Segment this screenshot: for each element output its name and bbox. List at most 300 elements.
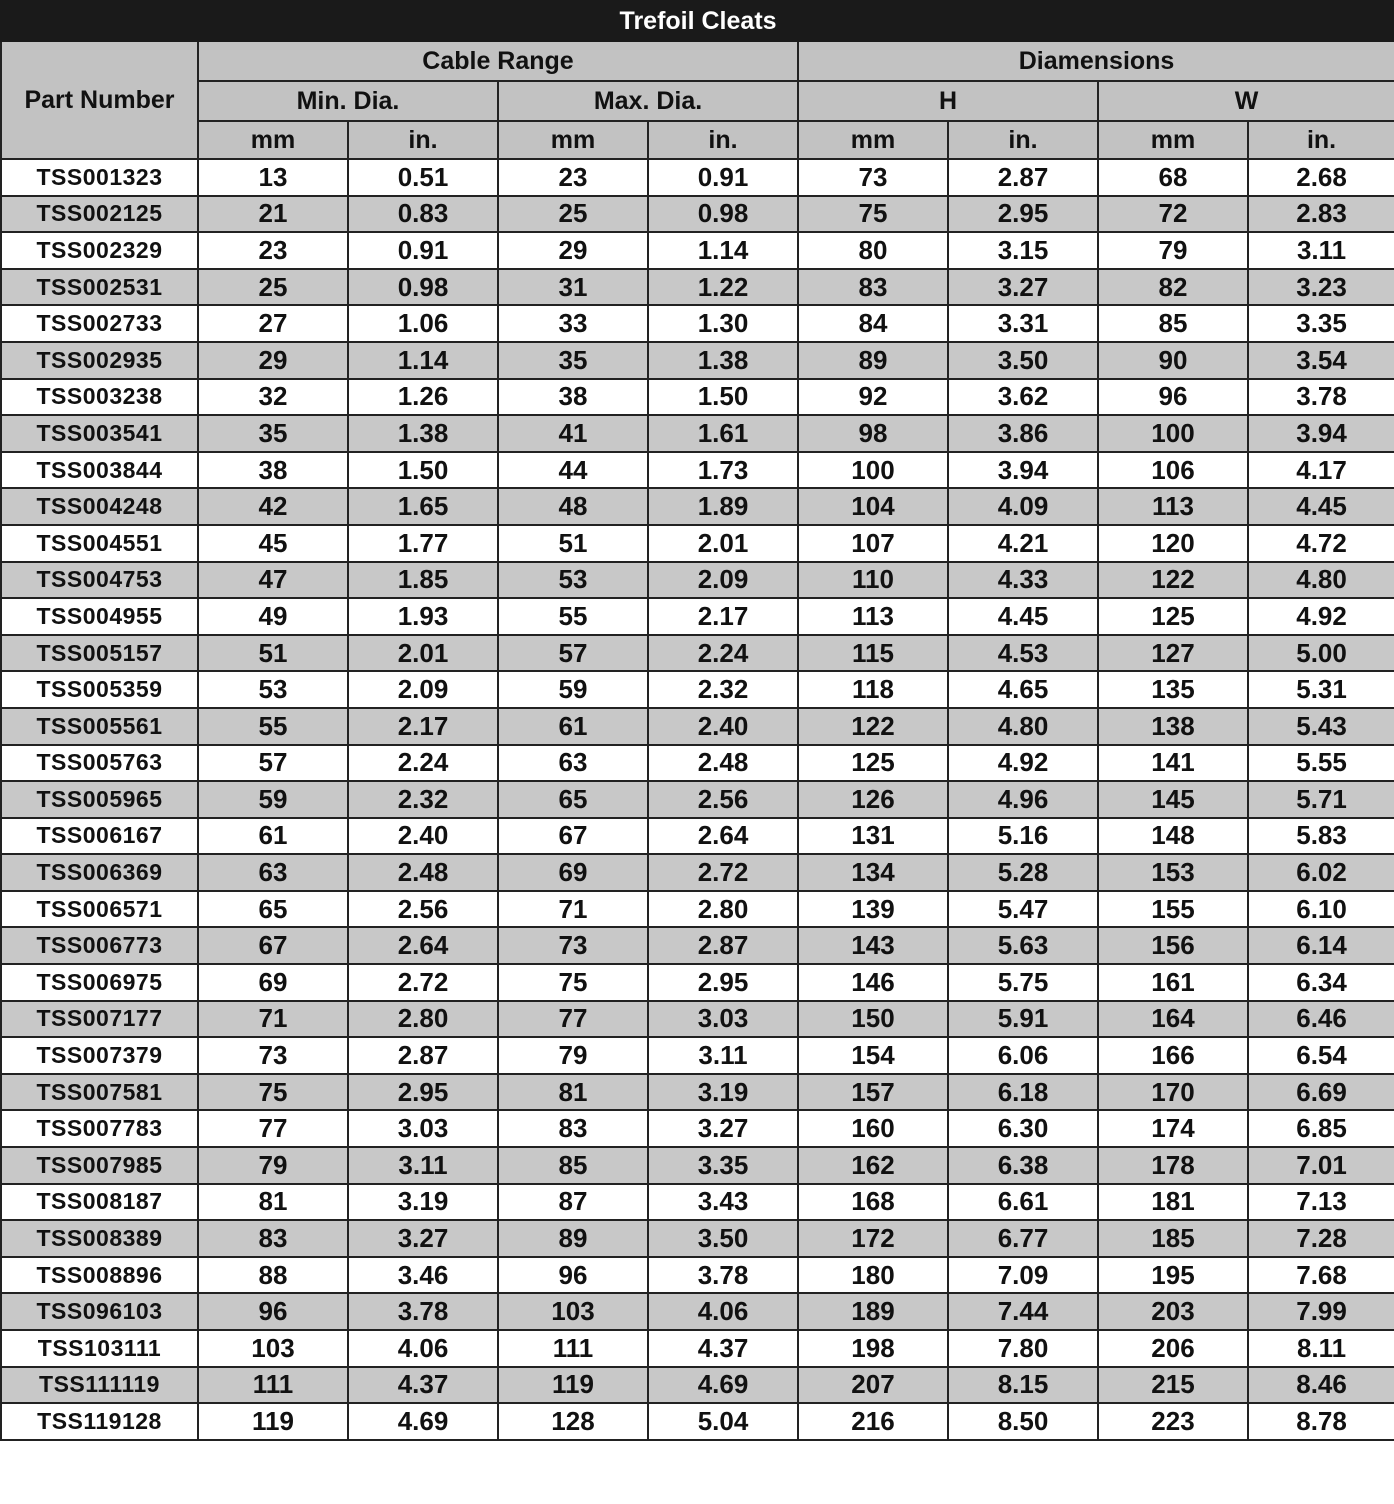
w-in-cell: 8.46 [1248, 1367, 1394, 1404]
min-dia-mm-cell: 81 [198, 1184, 348, 1221]
table-row [1, 1330, 1394, 1367]
w-mm-cell: 96 [1098, 379, 1248, 416]
w-in-cell: 7.99 [1248, 1293, 1394, 1330]
min-dia-mm-cell: 13 [198, 159, 348, 196]
part-number-cell: TSS005965 [1, 781, 198, 818]
w-in-cell: 6.54 [1248, 1037, 1394, 1074]
max-dia-in-cell: 2.72 [648, 854, 798, 891]
table-row [1, 1001, 1394, 1038]
w-in-cell: 3.78 [1248, 379, 1394, 416]
max-dia-in-cell: 1.38 [648, 342, 798, 379]
min-dia-mm-cell: 55 [198, 708, 348, 745]
w-mm-cell: 170 [1098, 1074, 1248, 1111]
h-in-cell: 6.06 [948, 1037, 1098, 1074]
h-mm-cell: 75 [798, 196, 948, 233]
part-number-cell: TSS005359 [1, 671, 198, 708]
part-number-cell: TSS096103 [1, 1293, 198, 1330]
w-in-cell: 4.45 [1248, 488, 1394, 525]
min-dia-in-cell: 0.51 [348, 159, 498, 196]
table-row [1, 1110, 1394, 1147]
h-in-cell: 8.15 [948, 1367, 1098, 1404]
h-mm-cell: 160 [798, 1110, 948, 1147]
w-in-cell: 4.72 [1248, 525, 1394, 562]
h-in-cell: 6.61 [948, 1184, 1098, 1221]
max-dia-mm-cell: 128 [498, 1403, 648, 1440]
h-mm-cell: 83 [798, 269, 948, 306]
min-dia-mm-cell: 38 [198, 452, 348, 489]
table-row [1, 415, 1394, 452]
table-row [1, 1403, 1394, 1440]
min-dia-in-cell: 1.14 [348, 342, 498, 379]
h-mm-cell: 154 [798, 1037, 948, 1074]
min-dia-in-cell: 2.72 [348, 964, 498, 1001]
max-dia-mm-cell: 89 [498, 1220, 648, 1257]
min-dia-in-cell: 1.38 [348, 415, 498, 452]
w-in-cell: 5.00 [1248, 635, 1394, 672]
h-mm-cell: 134 [798, 854, 948, 891]
w-mm-cell: 79 [1098, 232, 1248, 269]
w-mm-cell: 106 [1098, 452, 1248, 489]
part-number-cell: TSS007783 [1, 1110, 198, 1147]
w-in-cell: 6.02 [1248, 854, 1394, 891]
max-dia-mm-cell: 71 [498, 891, 648, 928]
table-row [1, 781, 1394, 818]
table-row [1, 635, 1394, 672]
max-dia-in-cell: 2.17 [648, 598, 798, 635]
min-dia-mm-cell: 77 [198, 1110, 348, 1147]
max-dia-mm-cell: 35 [498, 342, 648, 379]
max-dia-mm-cell: 61 [498, 708, 648, 745]
w-mm-cell: 203 [1098, 1293, 1248, 1330]
max-dia-in-cell: 0.91 [648, 159, 798, 196]
max-dia-mm-cell: 69 [498, 854, 648, 891]
h-in-cell: 3.31 [948, 305, 1098, 342]
max-dia-in-cell: 4.06 [648, 1293, 798, 1330]
min-dia-in-cell: 3.11 [348, 1147, 498, 1184]
max-dia-mm-cell: 67 [498, 818, 648, 855]
max-dia-mm-cell: 59 [498, 671, 648, 708]
h-mm-cell: 118 [798, 671, 948, 708]
min-dia-in-cell: 0.91 [348, 232, 498, 269]
w-mm-cell: 206 [1098, 1330, 1248, 1367]
header-w: W [1098, 81, 1394, 121]
table-row [1, 452, 1394, 489]
part-number-cell: TSS002125 [1, 196, 198, 233]
max-dia-in-cell: 2.95 [648, 964, 798, 1001]
w-in-cell: 4.80 [1248, 562, 1394, 599]
min-dia-in-cell: 4.69 [348, 1403, 498, 1440]
h-in-cell: 7.80 [948, 1330, 1098, 1367]
header-unit-in: in. [648, 121, 798, 159]
max-dia-in-cell: 2.64 [648, 818, 798, 855]
part-number-cell: TSS006773 [1, 927, 198, 964]
part-number-cell: TSS001323 [1, 159, 198, 196]
part-number-cell: TSS002935 [1, 342, 198, 379]
w-mm-cell: 122 [1098, 562, 1248, 599]
w-mm-cell: 215 [1098, 1367, 1248, 1404]
w-in-cell: 6.85 [1248, 1110, 1394, 1147]
h-mm-cell: 89 [798, 342, 948, 379]
h-mm-cell: 80 [798, 232, 948, 269]
part-number-cell: TSS007379 [1, 1037, 198, 1074]
table-body [1, 159, 1394, 1440]
h-mm-cell: 189 [798, 1293, 948, 1330]
w-in-cell: 3.94 [1248, 415, 1394, 452]
h-mm-cell: 207 [798, 1367, 948, 1404]
max-dia-in-cell: 2.56 [648, 781, 798, 818]
min-dia-mm-cell: 65 [198, 891, 348, 928]
w-mm-cell: 223 [1098, 1403, 1248, 1440]
max-dia-in-cell: 1.30 [648, 305, 798, 342]
min-dia-in-cell: 2.40 [348, 818, 498, 855]
max-dia-in-cell: 3.50 [648, 1220, 798, 1257]
max-dia-in-cell: 3.27 [648, 1110, 798, 1147]
min-dia-mm-cell: 32 [198, 379, 348, 416]
max-dia-mm-cell: 96 [498, 1257, 648, 1294]
table-row [1, 745, 1394, 782]
part-number-cell: TSS111119 [1, 1367, 198, 1404]
h-in-cell: 4.96 [948, 781, 1098, 818]
h-mm-cell: 100 [798, 452, 948, 489]
h-in-cell: 4.33 [948, 562, 1098, 599]
max-dia-mm-cell: 119 [498, 1367, 648, 1404]
w-in-cell: 6.14 [1248, 927, 1394, 964]
max-dia-mm-cell: 25 [498, 196, 648, 233]
table-row [1, 964, 1394, 1001]
w-in-cell: 4.92 [1248, 598, 1394, 635]
h-in-cell: 4.45 [948, 598, 1098, 635]
header-dimensions: Diamensions [798, 41, 1394, 81]
max-dia-in-cell: 5.04 [648, 1403, 798, 1440]
max-dia-in-cell: 3.03 [648, 1001, 798, 1038]
min-dia-mm-cell: 57 [198, 745, 348, 782]
w-mm-cell: 72 [1098, 196, 1248, 233]
table-row [1, 1184, 1394, 1221]
h-mm-cell: 73 [798, 159, 948, 196]
h-mm-cell: 139 [798, 891, 948, 928]
min-dia-mm-cell: 61 [198, 818, 348, 855]
h-mm-cell: 126 [798, 781, 948, 818]
h-mm-cell: 150 [798, 1001, 948, 1038]
max-dia-mm-cell: 63 [498, 745, 648, 782]
max-dia-in-cell: 2.24 [648, 635, 798, 672]
max-dia-in-cell: 1.89 [648, 488, 798, 525]
max-dia-mm-cell: 57 [498, 635, 648, 672]
w-mm-cell: 120 [1098, 525, 1248, 562]
min-dia-mm-cell: 29 [198, 342, 348, 379]
h-in-cell: 5.91 [948, 1001, 1098, 1038]
header-max-dia: Max. Dia. [498, 81, 798, 121]
h-in-cell: 6.30 [948, 1110, 1098, 1147]
part-number-cell: TSS006167 [1, 818, 198, 855]
max-dia-in-cell: 1.61 [648, 415, 798, 452]
part-number-cell: TSS008896 [1, 1257, 198, 1294]
w-mm-cell: 161 [1098, 964, 1248, 1001]
h-in-cell: 5.47 [948, 891, 1098, 928]
h-in-cell: 7.44 [948, 1293, 1098, 1330]
min-dia-in-cell: 1.93 [348, 598, 498, 635]
w-in-cell: 2.83 [1248, 196, 1394, 233]
min-dia-mm-cell: 35 [198, 415, 348, 452]
w-in-cell: 4.17 [1248, 452, 1394, 489]
table-row [1, 269, 1394, 306]
min-dia-mm-cell: 47 [198, 562, 348, 599]
w-mm-cell: 113 [1098, 488, 1248, 525]
min-dia-in-cell: 1.85 [348, 562, 498, 599]
h-in-cell: 6.77 [948, 1220, 1098, 1257]
min-dia-in-cell: 2.80 [348, 1001, 498, 1038]
header-unit-mm: mm [798, 121, 948, 159]
w-in-cell: 8.78 [1248, 1403, 1394, 1440]
min-dia-in-cell: 2.24 [348, 745, 498, 782]
table-row [1, 598, 1394, 635]
header-part-number: Part Number [1, 41, 198, 159]
max-dia-mm-cell: 85 [498, 1147, 648, 1184]
max-dia-in-cell: 4.69 [648, 1367, 798, 1404]
min-dia-in-cell: 1.06 [348, 305, 498, 342]
header-unit-in: in. [1248, 121, 1394, 159]
w-mm-cell: 82 [1098, 269, 1248, 306]
part-number-cell: TSS004551 [1, 525, 198, 562]
table-row [1, 1257, 1394, 1294]
part-number-cell: TSS006571 [1, 891, 198, 928]
w-mm-cell: 127 [1098, 635, 1248, 672]
w-mm-cell: 148 [1098, 818, 1248, 855]
h-in-cell: 5.63 [948, 927, 1098, 964]
min-dia-mm-cell: 51 [198, 635, 348, 672]
part-number-cell: TSS006975 [1, 964, 198, 1001]
max-dia-mm-cell: 81 [498, 1074, 648, 1111]
max-dia-mm-cell: 55 [498, 598, 648, 635]
w-in-cell: 5.83 [1248, 818, 1394, 855]
h-mm-cell: 198 [798, 1330, 948, 1367]
max-dia-in-cell: 2.48 [648, 745, 798, 782]
max-dia-in-cell: 2.87 [648, 927, 798, 964]
min-dia-mm-cell: 111 [198, 1367, 348, 1404]
min-dia-in-cell: 2.87 [348, 1037, 498, 1074]
max-dia-in-cell: 0.98 [648, 196, 798, 233]
h-mm-cell: 131 [798, 818, 948, 855]
w-mm-cell: 145 [1098, 781, 1248, 818]
max-dia-mm-cell: 48 [498, 488, 648, 525]
w-mm-cell: 164 [1098, 1001, 1248, 1038]
header-cable-range: Cable Range [198, 41, 798, 81]
w-in-cell: 6.46 [1248, 1001, 1394, 1038]
h-mm-cell: 115 [798, 635, 948, 672]
header-unit-in: in. [948, 121, 1098, 159]
h-in-cell: 8.50 [948, 1403, 1098, 1440]
table-row [1, 379, 1394, 416]
part-number-cell: TSS004955 [1, 598, 198, 635]
min-dia-in-cell: 3.78 [348, 1293, 498, 1330]
table-row [1, 1147, 1394, 1184]
max-dia-mm-cell: 38 [498, 379, 648, 416]
h-in-cell: 5.75 [948, 964, 1098, 1001]
w-in-cell: 5.43 [1248, 708, 1394, 745]
table-row [1, 708, 1394, 745]
min-dia-mm-cell: 103 [198, 1330, 348, 1367]
max-dia-mm-cell: 44 [498, 452, 648, 489]
w-in-cell: 6.69 [1248, 1074, 1394, 1111]
w-in-cell: 3.54 [1248, 342, 1394, 379]
min-dia-mm-cell: 25 [198, 269, 348, 306]
table-row [1, 196, 1394, 233]
header-unit-mm: mm [498, 121, 648, 159]
part-number-cell: TSS003238 [1, 379, 198, 416]
w-mm-cell: 153 [1098, 854, 1248, 891]
table-row [1, 927, 1394, 964]
max-dia-mm-cell: 111 [498, 1330, 648, 1367]
min-dia-mm-cell: 49 [198, 598, 348, 635]
w-mm-cell: 155 [1098, 891, 1248, 928]
w-mm-cell: 166 [1098, 1037, 1248, 1074]
max-dia-mm-cell: 83 [498, 1110, 648, 1147]
min-dia-in-cell: 0.83 [348, 196, 498, 233]
table-row [1, 854, 1394, 891]
w-mm-cell: 68 [1098, 159, 1248, 196]
max-dia-in-cell: 1.50 [648, 379, 798, 416]
part-number-cell: TSS003844 [1, 452, 198, 489]
h-in-cell: 3.62 [948, 379, 1098, 416]
h-mm-cell: 98 [798, 415, 948, 452]
max-dia-in-cell: 1.22 [648, 269, 798, 306]
h-mm-cell: 110 [798, 562, 948, 599]
table-row [1, 1293, 1394, 1330]
h-mm-cell: 84 [798, 305, 948, 342]
w-in-cell: 7.13 [1248, 1184, 1394, 1221]
table-row [1, 305, 1394, 342]
min-dia-mm-cell: 96 [198, 1293, 348, 1330]
w-in-cell: 5.31 [1248, 671, 1394, 708]
table-title: Trefoil Cleats [1, 1, 1394, 41]
w-in-cell: 3.35 [1248, 305, 1394, 342]
part-number-cell: TSS008187 [1, 1184, 198, 1221]
w-mm-cell: 156 [1098, 927, 1248, 964]
max-dia-in-cell: 1.14 [648, 232, 798, 269]
min-dia-mm-cell: 119 [198, 1403, 348, 1440]
max-dia-mm-cell: 103 [498, 1293, 648, 1330]
max-dia-in-cell: 3.35 [648, 1147, 798, 1184]
h-mm-cell: 180 [798, 1257, 948, 1294]
h-mm-cell: 125 [798, 745, 948, 782]
w-mm-cell: 135 [1098, 671, 1248, 708]
table-row [1, 562, 1394, 599]
min-dia-in-cell: 2.01 [348, 635, 498, 672]
max-dia-mm-cell: 41 [498, 415, 648, 452]
h-in-cell: 3.15 [948, 232, 1098, 269]
min-dia-mm-cell: 75 [198, 1074, 348, 1111]
max-dia-in-cell: 2.40 [648, 708, 798, 745]
w-mm-cell: 178 [1098, 1147, 1248, 1184]
min-dia-mm-cell: 42 [198, 488, 348, 525]
table-row [1, 1220, 1394, 1257]
part-number-cell: TSS005561 [1, 708, 198, 745]
max-dia-in-cell: 2.80 [648, 891, 798, 928]
h-mm-cell: 157 [798, 1074, 948, 1111]
part-number-cell: TSS002531 [1, 269, 198, 306]
min-dia-mm-cell: 59 [198, 781, 348, 818]
w-in-cell: 3.11 [1248, 232, 1394, 269]
table-row [1, 159, 1394, 196]
max-dia-in-cell: 3.78 [648, 1257, 798, 1294]
min-dia-mm-cell: 79 [198, 1147, 348, 1184]
min-dia-mm-cell: 67 [198, 927, 348, 964]
min-dia-in-cell: 2.48 [348, 854, 498, 891]
part-number-cell: TSS008389 [1, 1220, 198, 1257]
h-in-cell: 4.65 [948, 671, 1098, 708]
h-in-cell: 2.87 [948, 159, 1098, 196]
part-number-cell: TSS004753 [1, 562, 198, 599]
w-in-cell: 5.55 [1248, 745, 1394, 782]
min-dia-in-cell: 0.98 [348, 269, 498, 306]
w-mm-cell: 141 [1098, 745, 1248, 782]
max-dia-mm-cell: 75 [498, 964, 648, 1001]
w-mm-cell: 90 [1098, 342, 1248, 379]
max-dia-in-cell: 3.19 [648, 1074, 798, 1111]
h-mm-cell: 146 [798, 964, 948, 1001]
table-row [1, 818, 1394, 855]
table-row [1, 1367, 1394, 1404]
part-number-cell: TSS007985 [1, 1147, 198, 1184]
max-dia-mm-cell: 53 [498, 562, 648, 599]
max-dia-in-cell: 2.32 [648, 671, 798, 708]
max-dia-in-cell: 3.11 [648, 1037, 798, 1074]
min-dia-mm-cell: 27 [198, 305, 348, 342]
h-mm-cell: 143 [798, 927, 948, 964]
max-dia-mm-cell: 23 [498, 159, 648, 196]
max-dia-in-cell: 4.37 [648, 1330, 798, 1367]
h-in-cell: 4.09 [948, 488, 1098, 525]
part-number-cell: TSS007581 [1, 1074, 198, 1111]
part-number-cell: TSS007177 [1, 1001, 198, 1038]
header-h: H [798, 81, 1098, 121]
min-dia-mm-cell: 88 [198, 1257, 348, 1294]
max-dia-mm-cell: 65 [498, 781, 648, 818]
min-dia-in-cell: 3.46 [348, 1257, 498, 1294]
min-dia-mm-cell: 23 [198, 232, 348, 269]
w-in-cell: 2.68 [1248, 159, 1394, 196]
w-in-cell: 5.71 [1248, 781, 1394, 818]
max-dia-in-cell: 2.01 [648, 525, 798, 562]
max-dia-in-cell: 3.43 [648, 1184, 798, 1221]
max-dia-mm-cell: 77 [498, 1001, 648, 1038]
table-row [1, 891, 1394, 928]
min-dia-mm-cell: 63 [198, 854, 348, 891]
w-in-cell: 7.68 [1248, 1257, 1394, 1294]
w-mm-cell: 174 [1098, 1110, 1248, 1147]
table-row [1, 232, 1394, 269]
h-in-cell: 4.21 [948, 525, 1098, 562]
w-mm-cell: 185 [1098, 1220, 1248, 1257]
h-in-cell: 3.86 [948, 415, 1098, 452]
max-dia-mm-cell: 51 [498, 525, 648, 562]
part-number-cell: TSS003541 [1, 415, 198, 452]
max-dia-in-cell: 1.73 [648, 452, 798, 489]
max-dia-mm-cell: 33 [498, 305, 648, 342]
min-dia-in-cell: 3.03 [348, 1110, 498, 1147]
w-mm-cell: 195 [1098, 1257, 1248, 1294]
max-dia-mm-cell: 79 [498, 1037, 648, 1074]
h-in-cell: 7.09 [948, 1257, 1098, 1294]
table-row [1, 342, 1394, 379]
min-dia-in-cell: 3.19 [348, 1184, 498, 1221]
min-dia-mm-cell: 21 [198, 196, 348, 233]
h-mm-cell: 216 [798, 1403, 948, 1440]
h-in-cell: 5.28 [948, 854, 1098, 891]
table-row [1, 488, 1394, 525]
h-mm-cell: 168 [798, 1184, 948, 1221]
min-dia-in-cell: 1.77 [348, 525, 498, 562]
